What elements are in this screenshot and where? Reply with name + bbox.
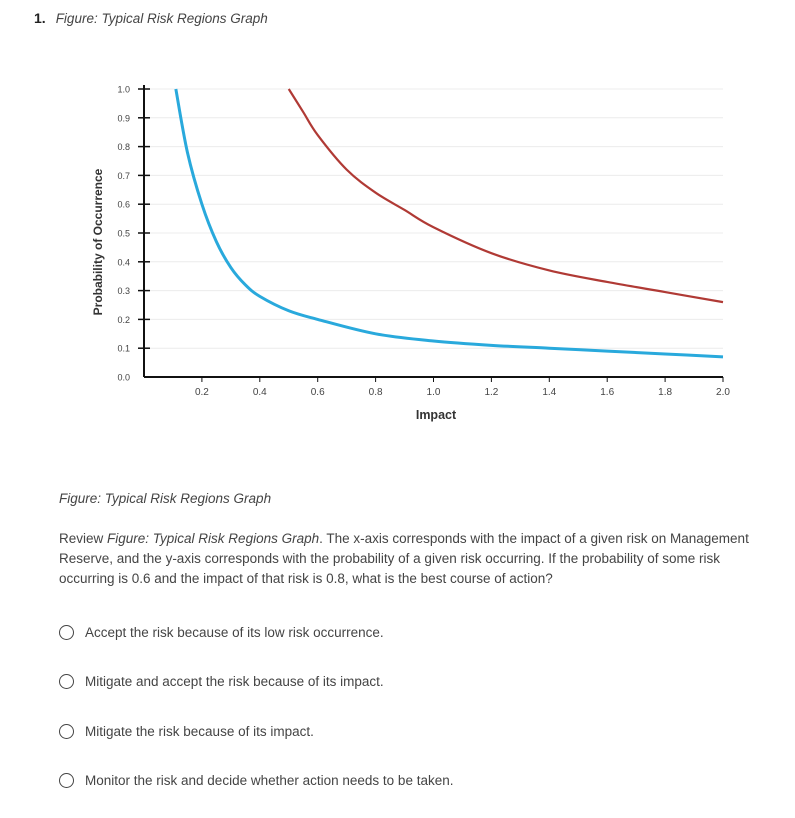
- answer-option[interactable]: [59, 620, 759, 644]
- x-tick-label: 1.0: [426, 387, 441, 398]
- y-tick-label: 0.5: [117, 228, 130, 239]
- answer-option[interactable]: [59, 670, 759, 694]
- y-tick-label: 0.2: [117, 314, 130, 325]
- option-label: Accept the risk because of its low risk occurrence.: [85, 624, 384, 640]
- radio-button[interactable]: [59, 674, 74, 689]
- prompt-figure-ref: Figure: Typical Risk Regions Graph: [107, 531, 320, 546]
- radio-button[interactable]: [59, 724, 74, 739]
- answer-option[interactable]: [59, 769, 759, 793]
- x-tick-label: 0.6: [310, 387, 325, 398]
- figure-title: Figure: Typical Risk Regions Graph: [55, 11, 268, 26]
- y-tick-label: 0.8: [117, 142, 130, 153]
- chart-grid: [144, 89, 723, 348]
- y-axis-label: Probability of Occurrence: [91, 168, 105, 316]
- figure-caption: Figure: Typical Risk Regions Graph: [59, 491, 272, 506]
- x-tick-label: 0.2: [194, 387, 209, 398]
- option-label: Mitigate and accept the risk because of its impact.: [85, 674, 384, 690]
- x-tick-label: 1.8: [658, 387, 673, 398]
- x-tick-label: 0.4: [252, 387, 267, 398]
- x-axis-label: Impact: [415, 408, 457, 422]
- question-number: 1.: [34, 10, 46, 26]
- x-tick-label: 1.6: [600, 387, 615, 398]
- y-tick-label: 0.1: [117, 343, 130, 354]
- x-tick-label: 2.0: [716, 387, 730, 398]
- question-header: [34, 10, 268, 26]
- answer-option[interactable]: [59, 719, 759, 743]
- risk-regions-chart: [0, 70, 795, 430]
- prompt-body: . The x-axis corresponds with the impact of a given risk on Management Reserve, and the y-axis corresponds with the probability of a given risk occurring. If the probability of some risk occurring is 0.6 and the impact of that risk is 0.8, what is the best course of action?: [59, 531, 749, 586]
- y-tick-label: 0.4: [117, 257, 130, 268]
- radio-button[interactable]: [59, 773, 74, 788]
- red-risk-curve: [289, 89, 723, 302]
- option-label: Monitor the risk and decide whether action needs to be taken.: [85, 773, 454, 789]
- y-tick-label: 0.7: [117, 170, 130, 181]
- option-label: Mitigate the risk because of its impact.: [85, 723, 314, 739]
- x-tick-label: 1.2: [484, 387, 499, 398]
- question-prompt: [59, 529, 764, 589]
- prompt-review: Review: [59, 531, 104, 546]
- chart-axes: [144, 85, 723, 377]
- blue-risk-curve: [176, 89, 723, 357]
- x-tick-label: 1.4: [542, 387, 557, 398]
- y-tick-label: 0.3: [117, 286, 130, 297]
- y-tick-label: 0.0: [117, 372, 130, 383]
- x-tick-label: 0.8: [368, 387, 383, 398]
- y-tick-label: 0.9: [117, 113, 130, 124]
- chart-ticks: [117, 85, 730, 399]
- y-tick-label: 1.0: [117, 84, 130, 95]
- radio-button[interactable]: [59, 625, 74, 640]
- y-tick-label: 0.6: [117, 199, 130, 210]
- chart-series: [176, 89, 723, 357]
- answer-options: [59, 620, 759, 818]
